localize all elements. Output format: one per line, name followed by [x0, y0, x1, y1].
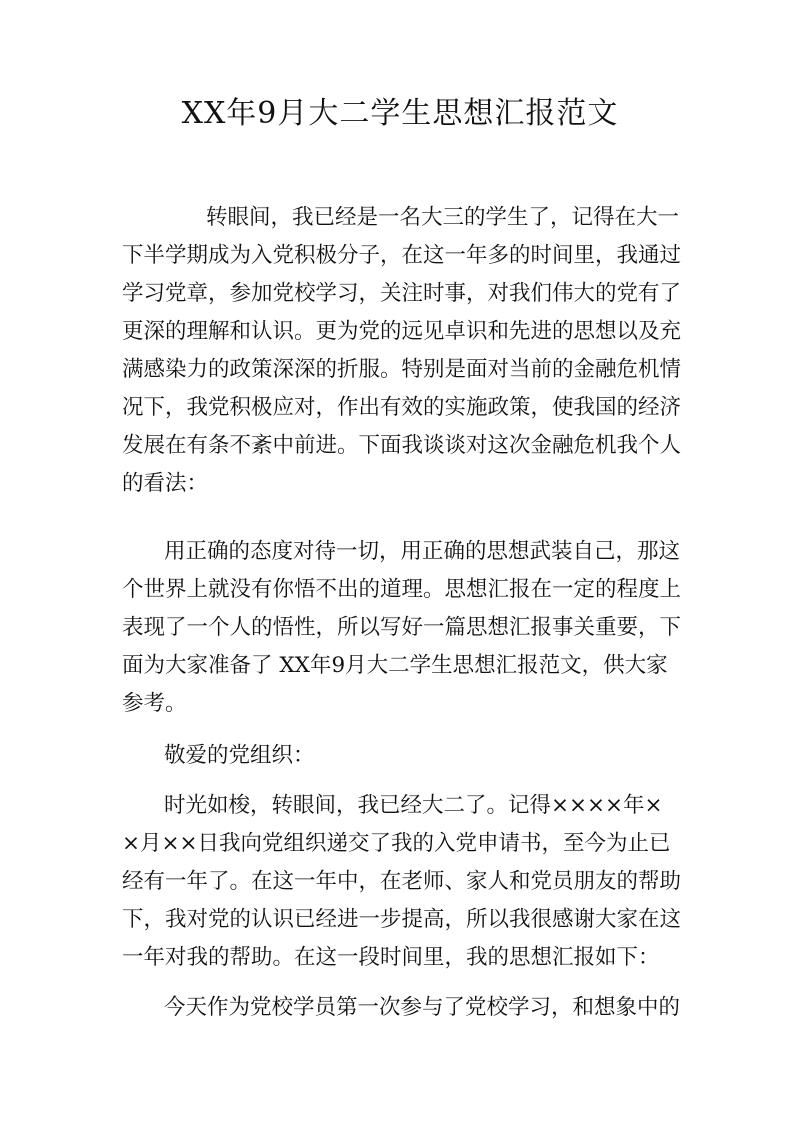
paragraph-line: 一年对我的帮助。在这一段时间里，我的思想汇报如下：	[122, 945, 660, 970]
paragraph-line: ×月××日我向党组织递交了我的入党申请书，至今为止已	[122, 831, 671, 856]
paragraph-line: 的看法：	[122, 471, 209, 496]
paragraph-line: 经有一年了。在这一年中，在老师、家人和党员朋友的帮助	[122, 869, 682, 894]
paragraph-line: 面为大家准备了 XX年9月大二学生思想汇报范文，供大家	[122, 653, 668, 678]
salutation-line: 敬爱的党组织：	[164, 743, 315, 768]
paragraph-line: 个世界上就没有你悟不出的道理。思想汇报在一定的程度上	[122, 577, 682, 602]
paragraph-line: 学习党章，参加党校学习，关注时事，对我们伟大的党有了	[122, 281, 682, 306]
paragraph-line: 更深的理解和认识。更为党的远见卓识和先进的思想以及充	[122, 319, 682, 344]
paragraph-line: 表现了一个人的悟性，所以写好一篇思想汇报事关重要，下	[122, 615, 682, 640]
document-title: XX年9月大二学生思想汇报范文	[181, 96, 619, 131]
paragraph-line: 转眼间，我已经是一名大三的学生了，记得在大一	[206, 205, 680, 230]
paragraph-line: 参考。	[122, 691, 187, 716]
paragraph-line: 满感染力的政策深深的折服。特别是面对当前的金融危机情	[122, 357, 682, 382]
paragraph-line: 时光如梭，转眼间，我已经大二了。记得××××年×	[164, 793, 663, 818]
paragraph-line: 发展在有条不紊中前进。下面我谈谈对这次金融危机我个人	[122, 433, 682, 458]
paragraph-line: 下半学期成为入党积极分子，在这一年多的时间里，我通过	[122, 243, 682, 268]
paragraph-line: 况下，我党积极应对，作出有效的实施政策，使我国的经济	[122, 395, 682, 420]
paragraph-line: 用正确的态度对待一切，用正确的思想武装自己，那这	[164, 539, 681, 564]
paragraph-line: 下，我对党的认识已经进一步提高，所以我很感谢大家在这	[122, 907, 682, 932]
paragraph-line: 今天作为党校学员第一次参与了党校学习，和想象中的	[164, 995, 681, 1020]
